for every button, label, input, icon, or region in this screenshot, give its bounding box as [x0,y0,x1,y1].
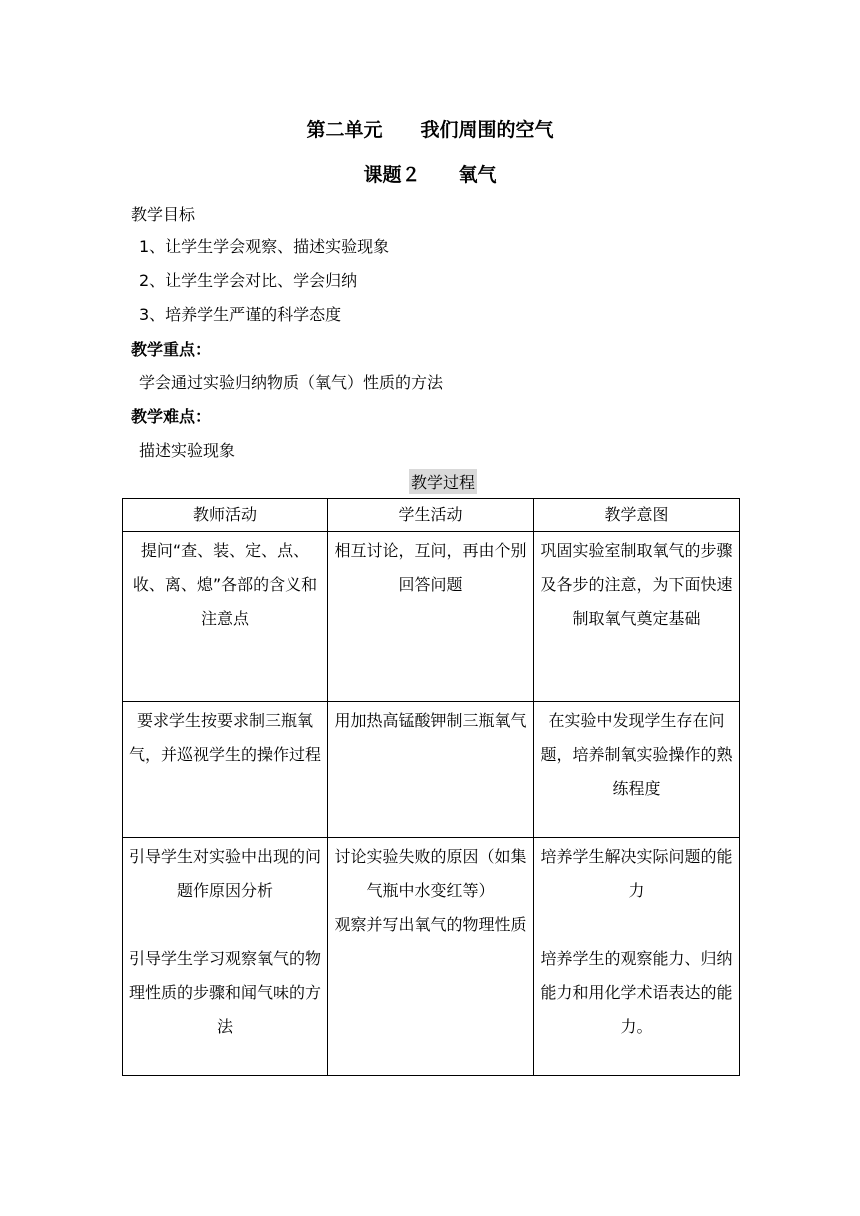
student-cell [328,838,534,1076]
column-header: 学生活动 [328,499,534,532]
objective-item: 3、培养学生严谨的科学态度 [139,305,342,324]
lesson-title: 课题２ 氧气 [363,164,497,186]
objective-item: 1、让学生学会观察、描述实验现象 [139,237,390,256]
cell-text: 培养学生的观察能力、归纳能力和用化学术语表达的能力。 [540,949,733,1036]
cell-text: 引导学生对实验中出现的问题作原因分析 [129,847,322,900]
key-point-text: 学会通过实验归纳物质（氧气）性质的方法 [139,373,444,392]
teacher-cell [123,838,328,1076]
cell-text: 要求学生按要求制三瓶氧气，并巡视学生的操作过程 [129,711,322,764]
unit-title: 第二单元 我们周围的空气 [306,119,554,141]
difficulty-heading: 教学难点： [131,407,212,426]
cell-text: 观察并写出氧气的物理性质 [334,915,527,934]
cell-text: 提问“查、装、定、点、收、离、熄”各部的含义和注意点 [132,541,318,628]
cell-text: 引导学生学习观察氧气的物理性质的步骤和闻气味的方法 [129,949,322,1036]
cell-text: 相互讨论，互问，再由个别回答问题 [334,541,527,594]
cell-text: 巩固实验室制取氧气的步骤及各步的注意，为下面快速制取氧气奠定基础 [540,541,733,628]
objectives-heading: 教学目标 [131,205,196,224]
intent-cell [534,702,740,838]
teacher-cell [123,532,328,702]
table-row [123,702,740,838]
cell-text: 用加热高锰酸钾制三瓶氧气 [334,711,527,730]
student-cell [328,532,534,702]
cell-text: 讨论实验失败的原因（如集气瓶中水变红等） [334,847,527,900]
table-row [123,838,740,1076]
column-header: 教师活动 [123,499,328,532]
student-cell [328,702,534,838]
key-point-heading: 教学重点： [131,340,212,359]
intent-cell [534,838,740,1076]
process-title: 教学过程 [409,469,477,494]
column-header: 教学意图 [534,499,740,532]
difficulty-text: 描述实验现象 [139,441,236,460]
cell-text: 在实验中发现学生存在问题，培养制氧实验操作的熟练程度 [540,711,733,798]
process-table [122,498,740,1076]
teacher-cell [123,702,328,838]
intent-cell [534,532,740,702]
objective-item: 2、让学生学会对比、学会归纳 [139,271,358,290]
table-header-row [123,499,740,532]
table-row [123,532,740,702]
cell-text: 培养学生解决实际问题的能力 [540,847,733,900]
